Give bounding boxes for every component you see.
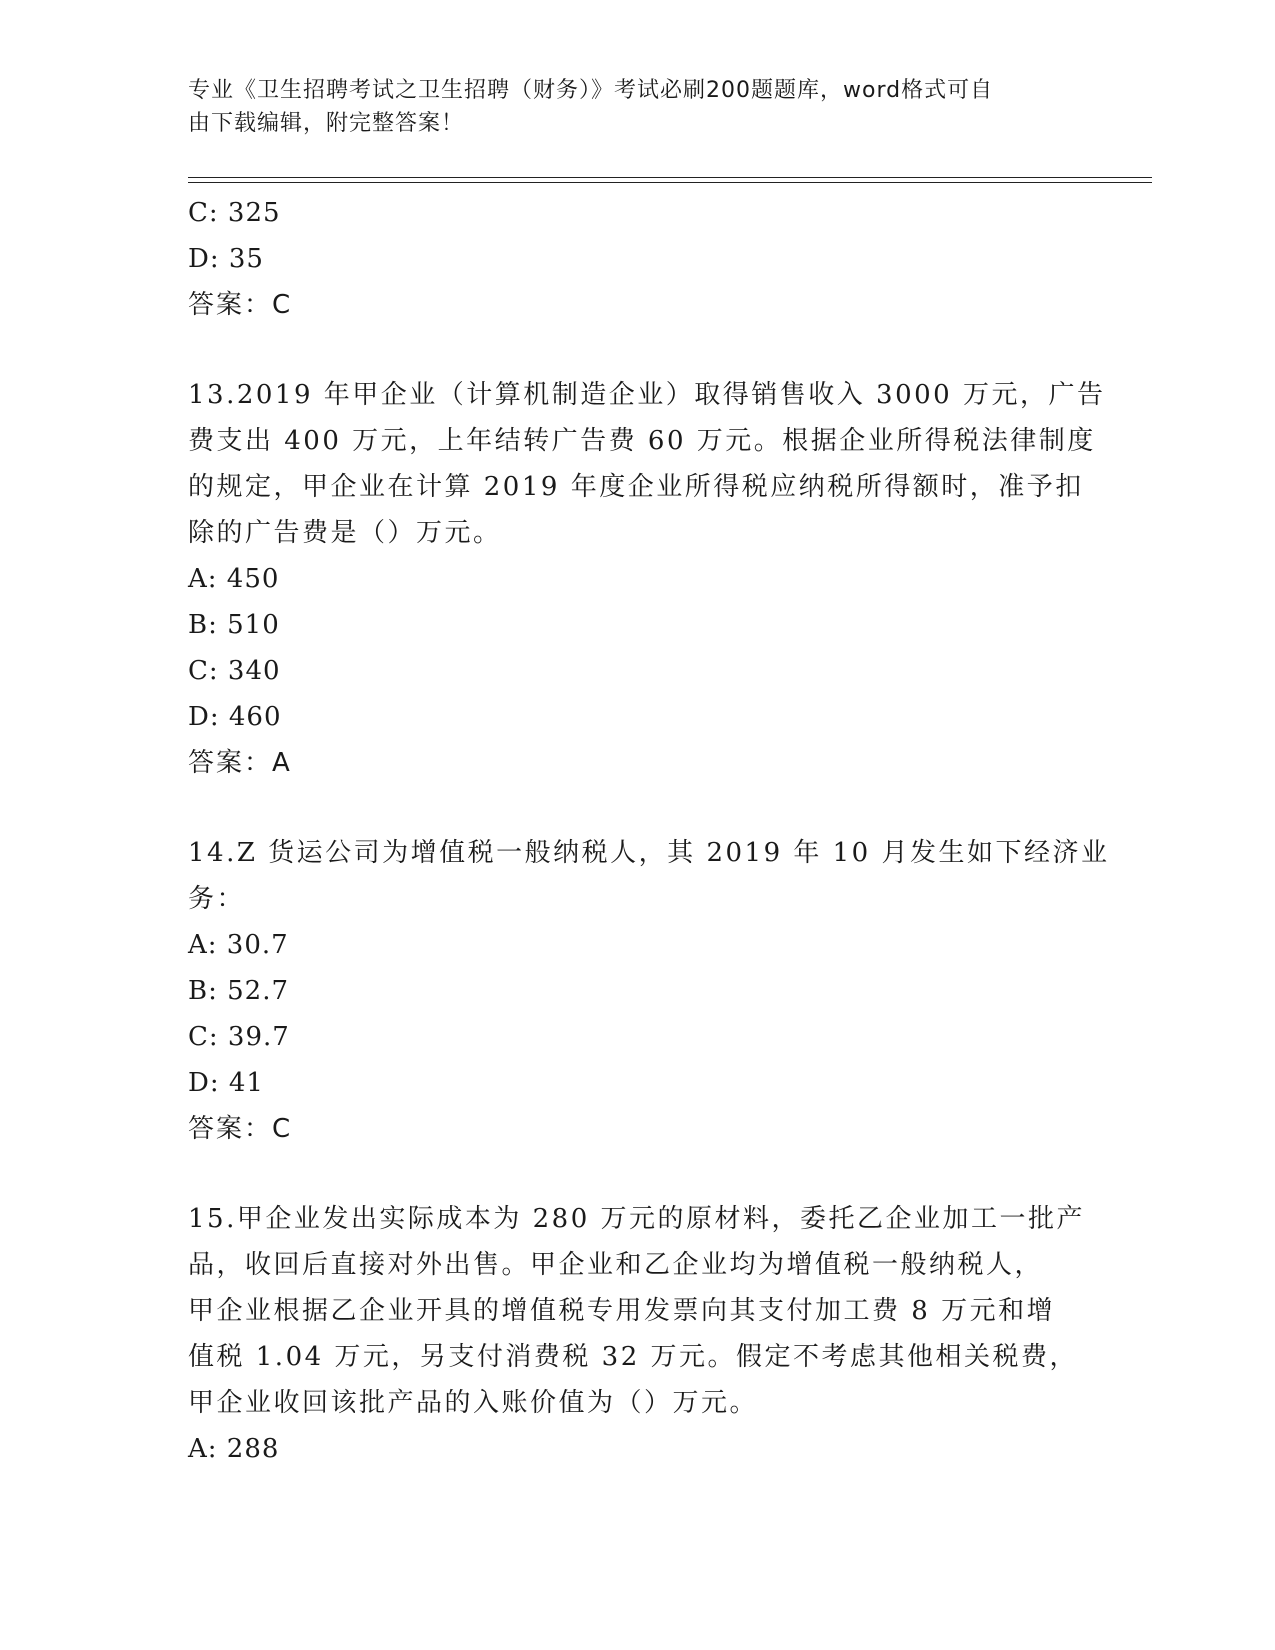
header-line-2: 由下载编辑，附完整答案！ [188, 111, 465, 136]
option-d: D: 460 [188, 702, 282, 732]
option-a: A: 450 [188, 564, 280, 594]
spacer [188, 328, 1078, 372]
question-text-line: 14.Z 货运公司为增值税一般纳税人，其 2019 年 10 月发生如下经济业 [188, 838, 1110, 868]
question-text-line: 甲企业收回该批产品的入账价值为（）万元。 [188, 1388, 759, 1418]
question-text-line: 13.2019 年甲企业（计算机制造企业）取得销售收入 3000 万元，广告 [188, 380, 1106, 410]
answer-line: 答案：A [188, 748, 292, 778]
option-d: D: 41 [188, 1068, 264, 1098]
document-body [188, 190, 1110, 1472]
spacer [188, 1152, 1078, 1196]
question-14 [188, 830, 1110, 1152]
question-text-line: 费支出 400 万元，上年结转广告费 60 万元。根据企业所得税法律制度 [188, 426, 1096, 456]
question-13 [188, 372, 1106, 786]
header-divider-top [188, 177, 1152, 178]
option-b: B: 510 [188, 610, 280, 640]
question-text-line: 品，收回后直接对外出售。甲企业和乙企业均为增值税一般纳税人， [188, 1250, 1044, 1280]
option-a: A: 288 [188, 1434, 280, 1464]
question-text-line: 除的广告费是（）万元。 [188, 518, 502, 548]
document-header [188, 74, 1068, 140]
question-text-line: 15.甲企业发出实际成本为 280 万元的原材料，委托乙企业加工一批产 [188, 1204, 1086, 1234]
question-12-tail [188, 190, 1078, 328]
spacer [188, 786, 1078, 830]
option-d: D: 35 [188, 244, 264, 274]
question-text-line: 值税 1.04 万元，另支付消费税 32 万元。假定不考虑其他相关税费， [188, 1342, 1079, 1372]
answer-line: 答案：C [188, 1114, 293, 1144]
answer-line: 答案：C [188, 290, 293, 320]
question-text-line: 的规定，甲企业在计算 2019 年度企业所得税应纳税所得额时，准予扣 [188, 472, 1084, 502]
option-c: C: 325 [188, 198, 281, 228]
question-text-line: 甲企业根据乙企业开具的增值税专用发票向其支付加工费 8 万元和增 [188, 1296, 1056, 1326]
header-line-1: 专业《卫生招聘考试之卫生招聘（财务）》考试必刷200题题库，word格式可自 [188, 78, 994, 103]
question-15 [188, 1196, 1086, 1472]
option-c: C: 340 [188, 656, 281, 686]
header-divider-bottom [188, 182, 1152, 183]
question-text-line: 务： [188, 884, 246, 914]
option-c: C: 39.7 [188, 1022, 290, 1052]
option-b: B: 52.7 [188, 976, 290, 1006]
option-a: A: 30.7 [188, 930, 289, 960]
